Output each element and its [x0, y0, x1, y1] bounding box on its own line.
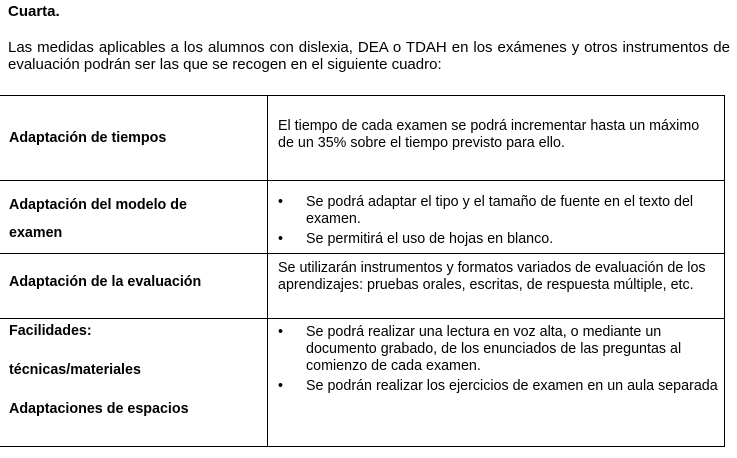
bullet-list: [278, 319, 718, 395]
row-label: [9, 181, 267, 247]
row-text: Se utilizarán instrumentos y formatos variados de evaluación de los aprendizajes: pruebas orales, escritas, de respuesta múltiple, etc.: [278, 260, 706, 293]
row-label-cell: [0, 96, 268, 181]
intro-paragraph: Las medidas aplicables a los alumnos con dislexia, DEA o TDAH en los exámenes y otros instrumentos de evaluación podrán ser las que se recogen en el siguiente cuadro:: [8, 39, 730, 73]
row-content-cell: [268, 96, 725, 181]
list-item: [278, 231, 718, 248]
row-label-line: Facilidades:: [9, 323, 92, 339]
list-item-text: Se permitirá el uso de hojas en blanco.: [306, 231, 554, 247]
row-label-cell: [0, 319, 268, 447]
row-label-line: Adaptaciones de espacios: [9, 401, 189, 417]
list-item-text: Se podrá adaptar el tipo y el tamaño de fuente en el texto del examen.: [306, 194, 694, 227]
section-heading: Cuarta.: [8, 3, 60, 20]
list-item-text: Se podrán realizar los ejercicios de examen en un aula separada: [306, 378, 718, 394]
row-label-cell: [0, 181, 268, 254]
row-content-cell: [268, 319, 725, 447]
measures-table: [0, 95, 725, 447]
bullet-icon: •: [278, 324, 284, 340]
bullet-icon: •: [278, 231, 284, 247]
row-content-cell: [268, 181, 725, 254]
table-row: [0, 319, 725, 447]
row-label: Adaptación de la evaluación: [9, 274, 202, 290]
bullet-list: [278, 181, 718, 248]
row-label-line: examen: [9, 225, 63, 241]
row-label: [9, 319, 267, 418]
list-item: [278, 324, 718, 375]
table-row: [0, 254, 725, 319]
list-item: [278, 194, 718, 228]
bullet-icon: •: [278, 194, 284, 210]
table-row: [0, 96, 725, 181]
row-content-cell: [268, 254, 725, 319]
row-label: Adaptación de tiempos: [9, 130, 167, 146]
table-row: [0, 181, 725, 254]
list-item: [278, 378, 718, 395]
bullet-icon: •: [278, 378, 284, 394]
row-label-line: técnicas/materiales: [9, 362, 141, 378]
row-text: El tiempo de cada examen se podrá incrementar hasta un máximo de un 35% sobre el tiempo previsto para ello.: [278, 118, 700, 151]
row-label-line: Adaptación del modelo de: [9, 197, 187, 213]
list-item-text: Se podrá realizar una lectura en voz alta, o mediante un documento grabado, de los enunciados de las preguntas al comienzo de cada examen.: [306, 324, 682, 374]
row-label-cell: [0, 254, 268, 319]
